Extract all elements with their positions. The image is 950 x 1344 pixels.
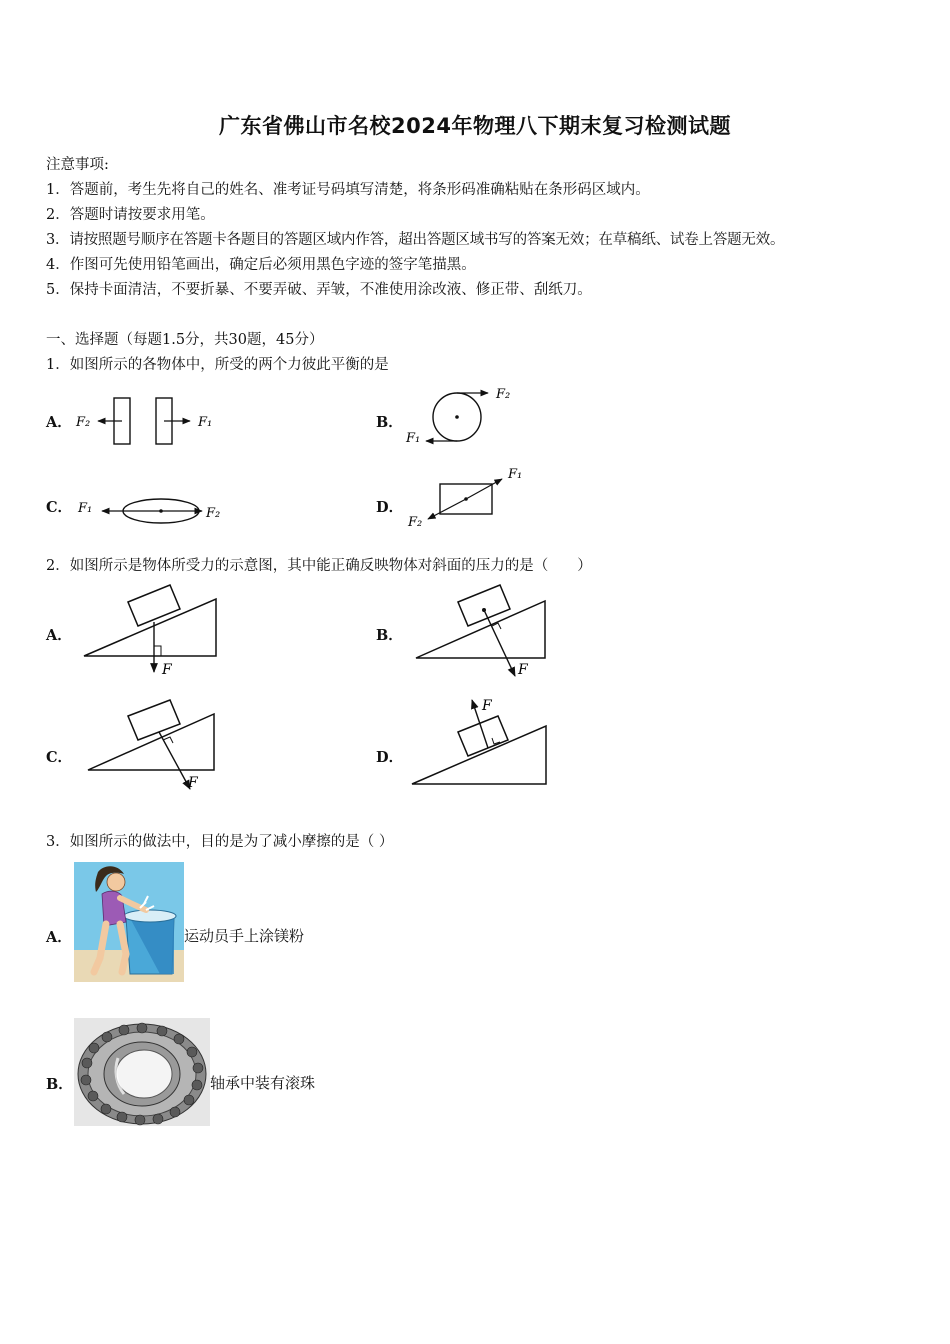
force-arrow xyxy=(484,610,515,676)
q2-option-a-label[interactable]: A． xyxy=(46,627,72,644)
note-item-3: 3．请按照题号顺序在答题卡各题目的答题区域内作答，超出答题区域书写的答案无效；在草稿纸、试卷上答题无效。 xyxy=(46,232,785,248)
q3-stem: 3．如图所示的做法中，目的是为了减小摩擦的是（ ） xyxy=(46,834,394,850)
q2-diagram-a xyxy=(80,584,230,680)
notes-heading: 注意事项: xyxy=(46,157,109,173)
force-arrow xyxy=(159,732,190,789)
arrow-f1-up-right xyxy=(466,479,502,499)
q1-option-b-label[interactable]: B． xyxy=(376,414,403,431)
q2-stem: 2．如图所示是物体所受力的示意图，其中能正确反映物体对斜面的压力的是（ ） xyxy=(46,558,592,574)
q2-option-d-label[interactable]: D． xyxy=(376,749,404,766)
arrow-f2-down-left xyxy=(428,499,466,519)
q1-stem: 1．如图所示的各物体中，所受的两个力彼此平衡的是 xyxy=(46,357,389,373)
label-f1: F₁ xyxy=(78,501,93,516)
label-f2: F₂ xyxy=(408,515,423,530)
q1-diagram-d xyxy=(404,466,534,532)
force-label: F xyxy=(188,775,198,791)
q3-option-a-text: 运动员手上涂镁粉 xyxy=(184,927,305,945)
q2-diagram-c xyxy=(84,700,234,796)
section-heading: 一、选择题（每题1.5分，共30题，45分） xyxy=(46,332,324,348)
force-label: F xyxy=(162,662,172,678)
force-label: F xyxy=(518,662,528,678)
right-angle-mark xyxy=(154,646,161,656)
q2-diagram-d xyxy=(410,694,560,790)
q3-option-b-text: 轴承中装有滚珠 xyxy=(210,1074,316,1092)
block xyxy=(128,585,180,626)
q3-option-a-label[interactable]: A． xyxy=(46,929,72,946)
note-item-1: 1．答题前，考生先将自己的姓名、准考证号码填写清楚，将条形码准确粘贴在条形码区域内。 xyxy=(46,182,650,198)
q1-option-a-label[interactable]: A． xyxy=(46,414,72,431)
q1-diagram-b xyxy=(400,384,520,450)
label-f1: F₁ xyxy=(198,415,213,430)
q1-option-c-label[interactable]: C． xyxy=(46,499,73,516)
label-f2: F₂ xyxy=(206,506,221,521)
q3-image-athlete xyxy=(74,862,184,982)
block xyxy=(458,716,508,756)
label-f1: F₁ xyxy=(508,467,523,482)
label-f2: F₂ xyxy=(76,415,91,430)
wheel-center xyxy=(455,415,459,419)
label-f1: F₁ xyxy=(406,431,421,446)
q2-option-b-label[interactable]: B． xyxy=(376,627,403,644)
block xyxy=(128,700,180,740)
note-item-2: 2．答题时请按要求用笔。 xyxy=(46,207,215,223)
q2-diagram-b xyxy=(412,584,562,680)
label-f2: F₂ xyxy=(496,387,511,402)
q1-diagram-a xyxy=(70,392,230,450)
force-label: F xyxy=(482,698,492,714)
q1-option-d-label[interactable]: D． xyxy=(376,499,404,516)
q2-option-c-label[interactable]: C． xyxy=(46,749,73,766)
q3-option-b-label[interactable]: B． xyxy=(46,1076,73,1093)
q1-diagram-c xyxy=(74,490,234,530)
q3-image-bearing xyxy=(74,1018,210,1126)
page-title: 广东省佛山市名校2024年物理八下期末复习检测试题 xyxy=(219,114,731,138)
note-item-4: 4．作图可先使用铅笔画出，确定后必须用黑色字迹的签字笔描黑。 xyxy=(46,257,476,273)
note-item-5: 5．保持卡面清洁，不要折暴、不要弄破、弄皱，不准使用涂改液、修正带、刮纸刀。 xyxy=(46,282,592,298)
